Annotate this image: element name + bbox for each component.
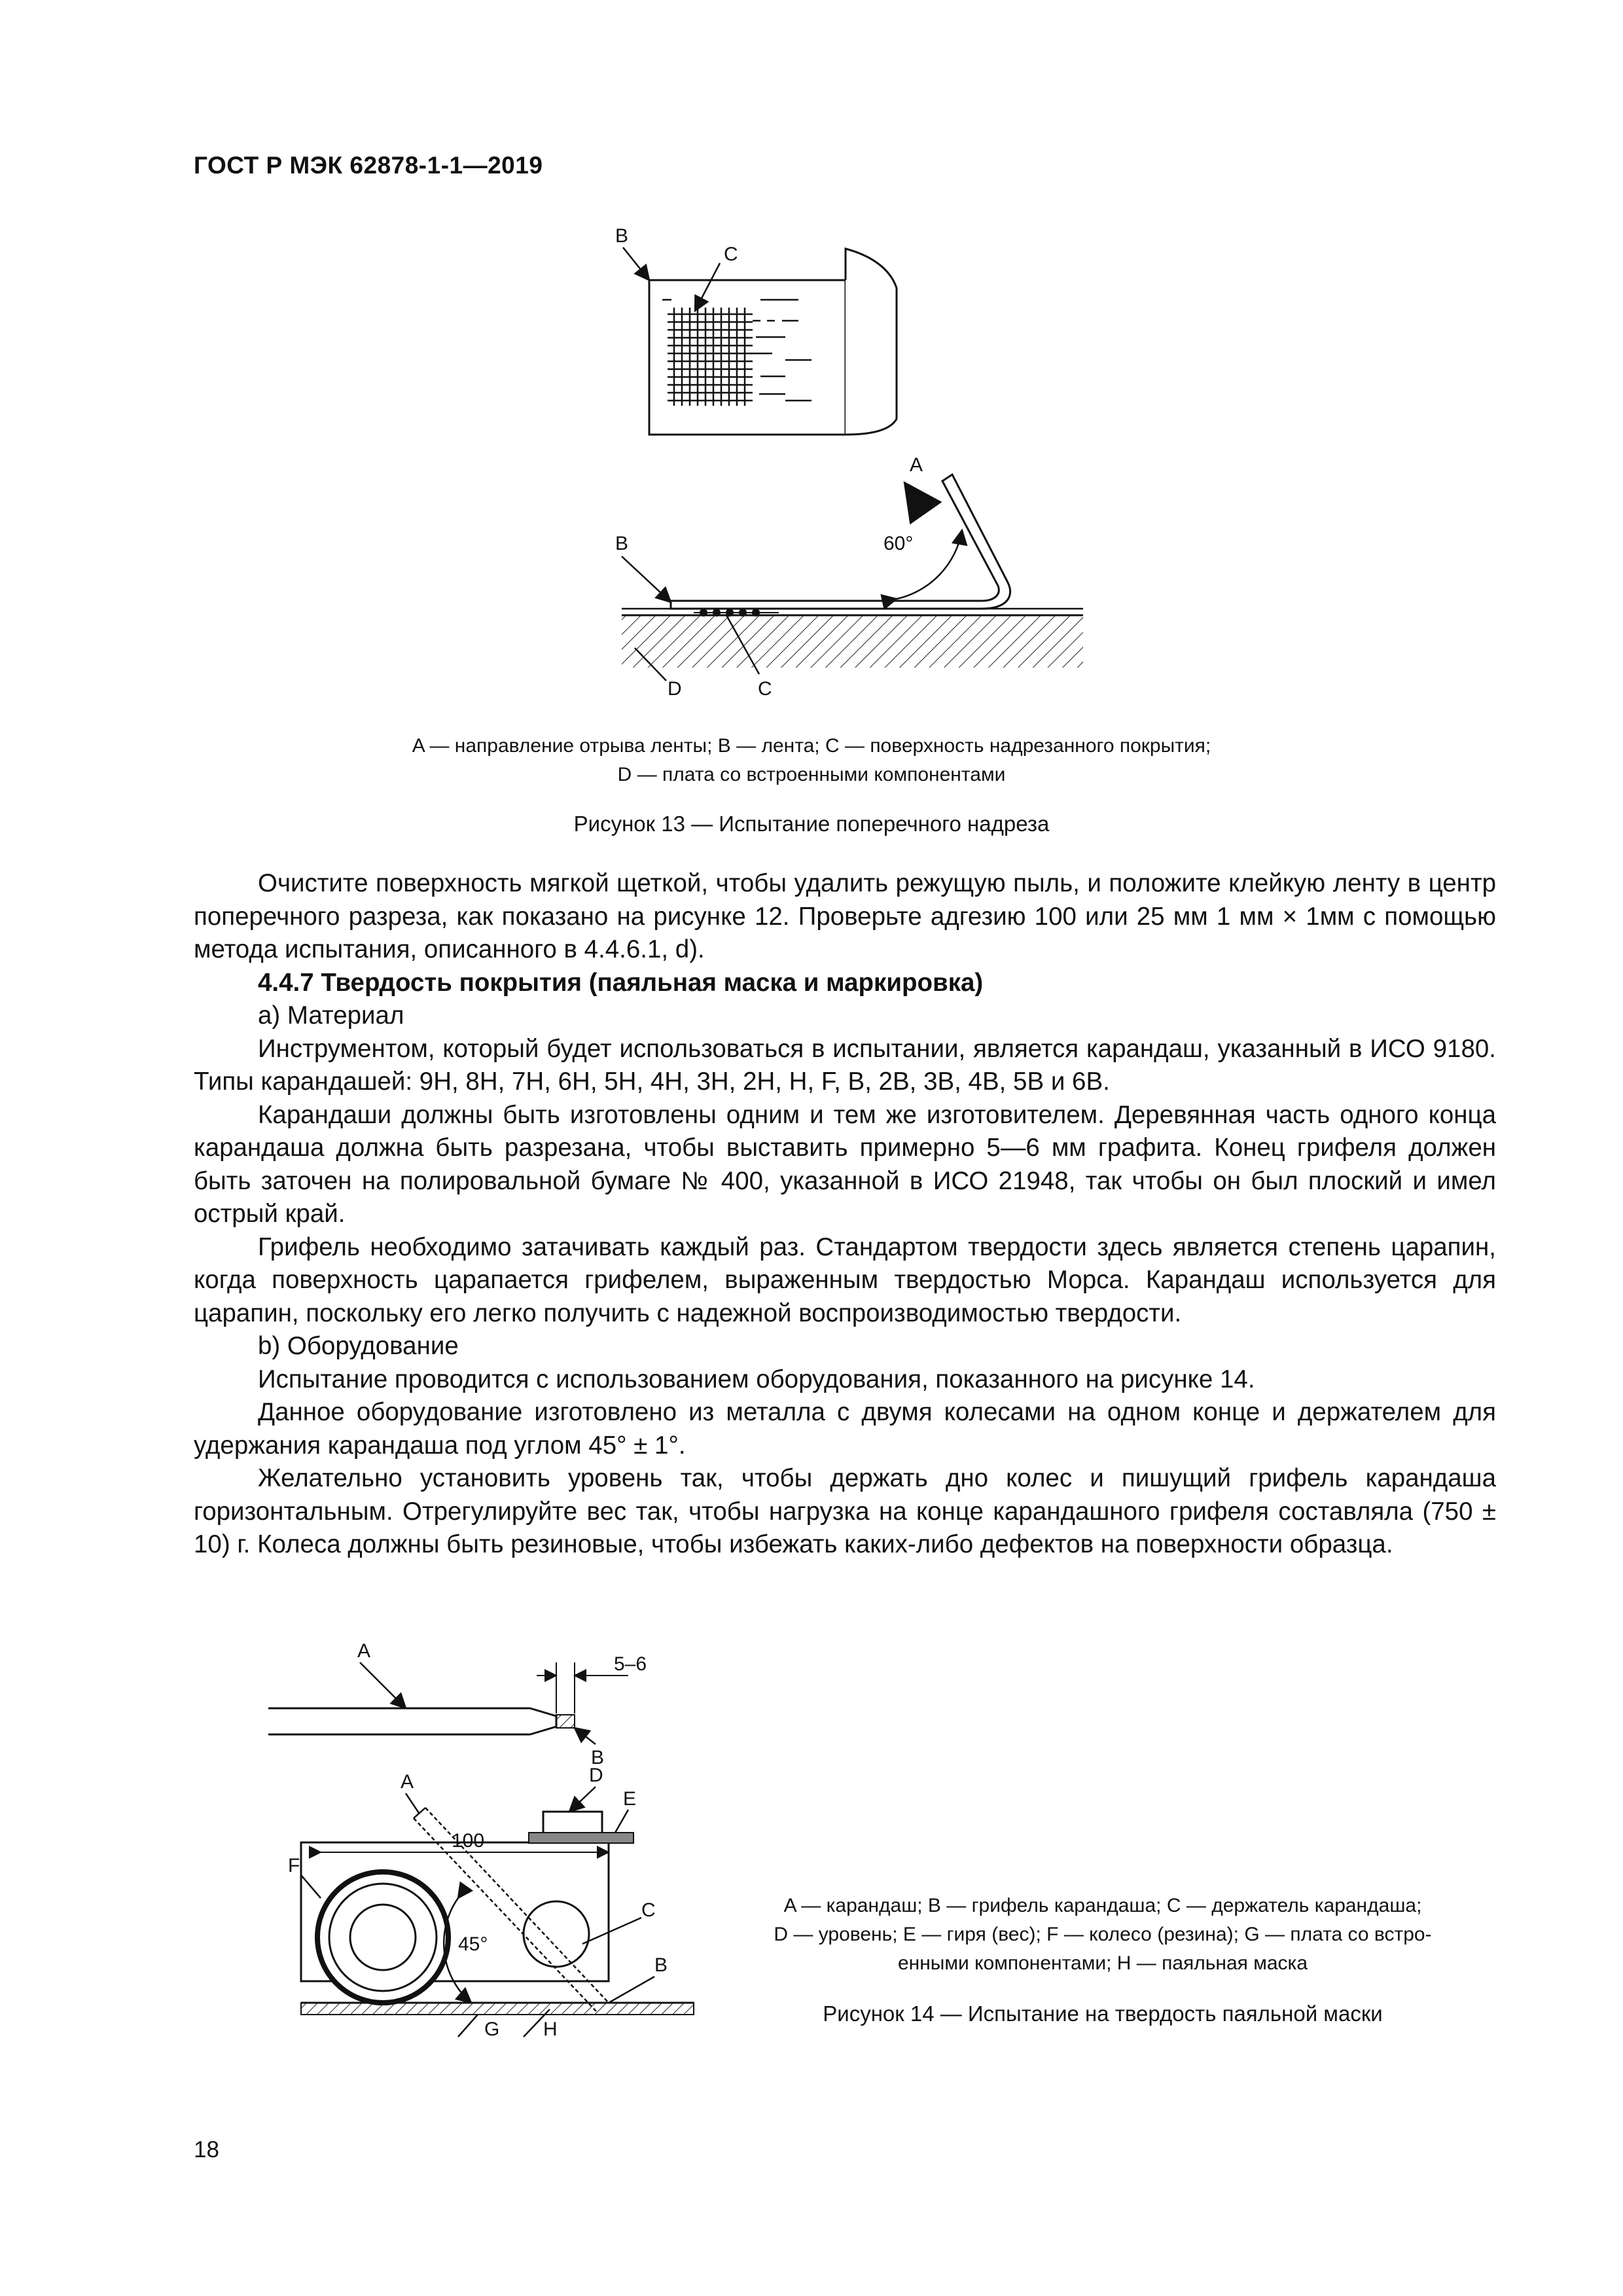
- fig14-label-b: B: [654, 1954, 668, 1976]
- figure-14-legend-line-3: енными компонентами; H — паяльная маска: [897, 1952, 1308, 1974]
- fig14-dim-100: 100: [452, 1830, 485, 1852]
- fig13-angle-label: 60°: [883, 533, 914, 554]
- fig13-label-b-side: B: [615, 533, 629, 554]
- tape-side-view: [622, 475, 1083, 681]
- fig14-label-e: E: [623, 1788, 637, 1810]
- figure-14-legend: [726, 1892, 1479, 1978]
- fig14-dim-5-6: 5–6: [614, 1653, 647, 1675]
- figure-14-caption: Рисунок 14 — Испытание на твердость паяльной маски: [823, 2001, 1383, 2026]
- fig13-label-b-top: B: [615, 225, 629, 247]
- fig14-label-a: A: [401, 1771, 414, 1793]
- hardness-apparatus: [301, 1787, 694, 2037]
- paragraph-6: Данное оборудование изготовлено из металла с двумя колесами на одном конце и держателем для удержания карандаша под углом 45° ± 1°.: [194, 1398, 1496, 1460]
- fig14-label-a-top: A: [357, 1640, 371, 1662]
- figure-13-legend-line-1: A — направление отрыва ленты; B — лента; C — поверхность надрезанного покрытия;: [412, 735, 1211, 757]
- fig14-label-b-top: B: [591, 1747, 605, 1768]
- figure-13-legend: [262, 732, 1361, 789]
- fig13-label-c-top: C: [724, 243, 738, 265]
- paragraph-7: Желательно установить уровень так, чтобы держать дно колес и пишущий грифель карандаша горизонтальным. Отрегулируйте вес так, чтобы нагрузка на конце карандашного грифеля составляла (750 ± 10) г. Колеса должны быть резиновые, чтобы избежать каких-либо дефектов на поверхности образца.: [194, 1464, 1496, 1558]
- paragraph-1: Очистите поверхность мягкой щеткой, чтобы удалить режущую пыль, и положите клейкую ленту в центр поперечного разреза, как показано на рисунке 12. Проверьте адгезию 100 или 25 мм 1 мм × 1мм с помощью метода испытания, описанного в 4.4.6.1, d).: [194, 869, 1496, 963]
- fig13-label-d: D: [668, 678, 682, 700]
- fig14-label-g: G: [484, 2018, 500, 2040]
- fig14-angle-label: 45°: [458, 1933, 488, 1955]
- paragraph-5: Испытание проводится с использованием оборудования, показанного на рисунке 14.: [258, 1365, 1255, 1393]
- fig14-label-d: D: [589, 1765, 603, 1786]
- figure-13-diagram: [589, 223, 1113, 707]
- pencil-detail: [268, 1662, 628, 1744]
- body-text: [194, 867, 1496, 1562]
- figure-14-legend-line-2: D — уровень; E — гиря (вес); F — колесо (резина); G — плата со встро-: [774, 1924, 1432, 1945]
- paragraph-3: Карандаши должны быть изготовлены одним и тем же изготовителем. Деревянная часть одного конца карандаша должна быть разрезана, чтобы выставить примерно 5—6 мм графита. Конец грифеля должен быть заточен на полировальной бумаге № 400, указанной в ИСО 21948, так чтобы он был плоский и имел острый край.: [194, 1100, 1496, 1228]
- fig14-label-c: C: [641, 1899, 656, 1921]
- figure-14-diagram: [262, 1636, 733, 2042]
- subheading-a-material: a) Материал: [258, 1001, 404, 1030]
- section-heading-4-4-7: 4.4.7 Твердость покрытия (паяльная маска и маркировка): [258, 968, 984, 997]
- fig14-label-f: F: [288, 1855, 300, 1876]
- figure-13-legend-line-2: D — плата со встроенными компонентами: [617, 764, 1006, 785]
- paragraph-2: Инструментом, который будет использоваться в испытании, является карандаш, указанный в ИСО 9180. Типы карандашей: 9H, 8H, 7H, 6H, 5H, 4H, 3H, 2H, H, F, B, 2B, 3B, 4B, 5B и 6B.: [194, 1034, 1496, 1096]
- fig13-label-c-side: C: [758, 678, 772, 700]
- fig14-label-h: H: [543, 2018, 558, 2040]
- figure-14-legend-line-1: A — карандаш; B — грифель карандаша; C — держатель карандаша;: [783, 1895, 1422, 1916]
- subheading-b-equipment: b) Оборудование: [258, 1332, 459, 1360]
- figure-13-caption: Рисунок 13 — Испытание поперечного надреза: [573, 812, 1050, 836]
- fig13-label-a: A: [910, 454, 923, 476]
- tape-top-view: [623, 247, 897, 435]
- paragraph-4: Грифель необходимо затачивать каждый раз. Стандартом твердости здесь является степень царапин, когда поверхность царапается грифелем, выраженным твердостью Морса. Карандаш используется для царапин, поскольку его легко получить с надежной воспроизводимостью твердости.: [194, 1232, 1496, 1327]
- document-header: ГОСТ Р МЭК 62878-1-1—2019: [194, 152, 543, 179]
- page-number: 18: [194, 2137, 219, 2162]
